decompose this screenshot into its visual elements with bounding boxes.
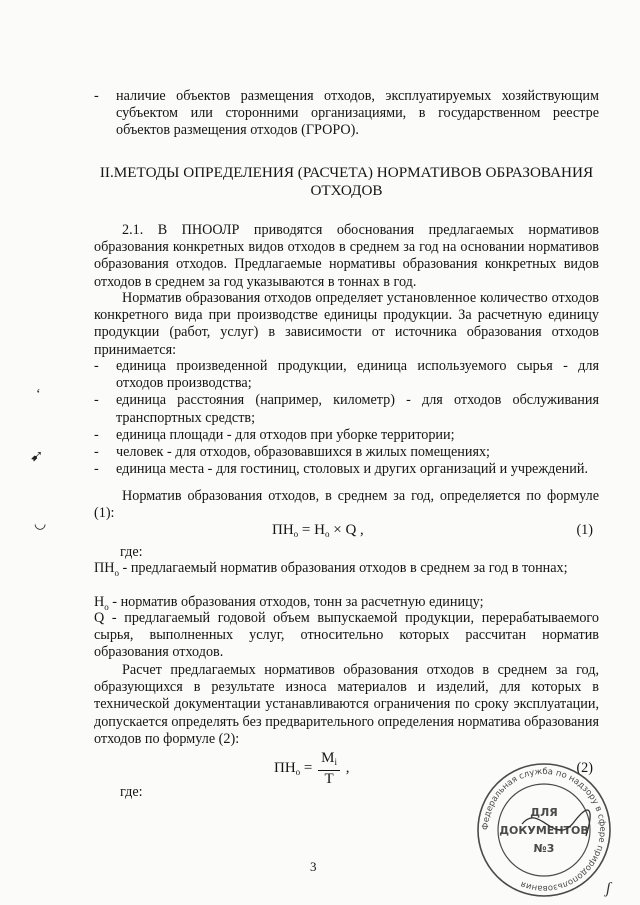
list-item xyxy=(94,358,599,392)
stamp-outer-text: Федеральная служба по надзору в сфере природопользования xyxy=(480,766,608,894)
where-label: где: xyxy=(120,784,143,800)
fraction-denominator: T xyxy=(324,771,334,787)
list-item-text: единица места - для гостиниц, столовых и других организаций и учреждений. xyxy=(116,461,588,478)
paragraph-formula-2-intro: Расчет предлагаемых нормативов образования отходов в среднем за год, образующихся в результате износа материалов и изделий, для которых в технической документации устанавливаются ограничения по сроку эксплуатации, допускается определять без предварительного определения норматива образования отходов по формуле (2): xyxy=(94,662,599,747)
list-item xyxy=(94,427,599,444)
definition-q: Q - предлагаемый годовой объем выпускаемой продукции, перерабатываемого сырья, выполненных услуг, относительно которых рассчитан норматив образования отходов. xyxy=(94,610,599,661)
stamp-center-line-3: №3 xyxy=(533,842,555,855)
list-dash: - xyxy=(94,358,99,374)
list-item-text: единица произведенной продукции, единица используемого сырья - для отходов производства; xyxy=(116,358,599,392)
formula-subscript: о xyxy=(324,529,330,539)
list-item-text: человек - для отходов, образовавшихся в жилых помещениях; xyxy=(116,444,490,461)
page-number: 3 xyxy=(310,859,317,874)
formula-symbol: M xyxy=(321,750,335,766)
equation-number: (1) xyxy=(576,522,593,538)
formula-1-expression xyxy=(272,522,364,543)
list-dash: - xyxy=(94,392,99,409)
formula-operator: = xyxy=(298,522,315,538)
margin-mark: ➹ xyxy=(30,448,44,465)
def-symbol: Н xyxy=(94,594,105,610)
equation-number: (2) xyxy=(576,760,593,776)
section-heading: II.МЕТОДЫ ОПРЕДЕЛЕНИЯ (РАСЧЕТА) НОРМАТИВОВ ОБРАЗОВАНИЯ ОТХОДОВ xyxy=(99,164,594,199)
formula-subscript: о xyxy=(293,529,299,539)
list-item xyxy=(94,392,599,426)
paragraph-formula-1-intro: Норматив образования отходов, в среднем за год, определяется по формуле (1): xyxy=(94,488,599,522)
stamp-center-line-1: ДЛЯ xyxy=(530,806,558,819)
def-text: - норматив образования отходов, тонн за расчетную единицу; xyxy=(108,594,484,610)
formula-operator: = xyxy=(300,759,317,776)
formula-operator: , xyxy=(342,759,350,776)
formula-subscript: о xyxy=(295,766,301,777)
formula-symbol: ПН xyxy=(274,759,296,776)
formula-symbol: Н xyxy=(314,522,325,538)
def-symbol: ПН xyxy=(94,560,115,576)
where-label: где: xyxy=(120,544,143,560)
formula-operator: × Q , xyxy=(329,522,364,538)
formula-subscript: i xyxy=(334,757,337,767)
units-list xyxy=(94,358,599,478)
definition-pn xyxy=(94,560,599,582)
list-item-text: единица площади - для отходов при уборке территории; xyxy=(116,426,455,443)
list-item xyxy=(94,461,599,478)
def-text: - предлагаемый норматив образования отходов в среднем за год в тоннах; xyxy=(119,560,568,576)
margin-mark: ‘ xyxy=(36,387,41,402)
formula-2-expression xyxy=(274,750,350,787)
list-dash: - xyxy=(94,444,99,461)
def-subscript: о xyxy=(104,601,109,612)
formula-fraction xyxy=(318,750,340,787)
margin-mark: ◡ xyxy=(34,517,47,532)
formula-1 xyxy=(94,522,599,544)
list-item-text: наличие объектов размещения отходов, эксплуатируемых хозяйствующим субъектом или сторонними организациями, в государственном реестре объектов размещения отходов (ГРОРО). xyxy=(116,88,599,139)
list-dash: - xyxy=(94,426,99,443)
list-dash: - xyxy=(94,461,99,478)
fraction-numerator xyxy=(318,750,340,771)
list-item xyxy=(94,88,599,140)
corner-handwritten-mark: ʃ xyxy=(606,880,611,897)
formula-symbol: ПН xyxy=(272,522,294,538)
stamp-center-line-2: ДОКУМЕНТОВ xyxy=(499,824,589,837)
list-dash: - xyxy=(94,88,99,104)
paragraph-norm: Норматив образования отходов определяет установленное количество отходов конкретного вида при производстве единицы продукции. За расчетную единицу продукции (работ, услуг) в зависимости от источника образования отходов принимается: xyxy=(94,290,599,358)
def-subscript: о xyxy=(114,567,119,578)
list-item xyxy=(94,444,599,461)
list-item-text: единица расстояния (например, километр) - для отходов обслуживания транспортных средств; xyxy=(116,392,599,426)
paragraph-2-1: 2.1. В ПНООЛР приводятся обоснования предлагаемых нормативов образования конкретных видов отходов в среднем за год на основании нормативов образования отходов. Предлагаемые нормативы образования конкретных видов отходов в среднем за год указываются в тоннах в год. xyxy=(94,222,599,290)
